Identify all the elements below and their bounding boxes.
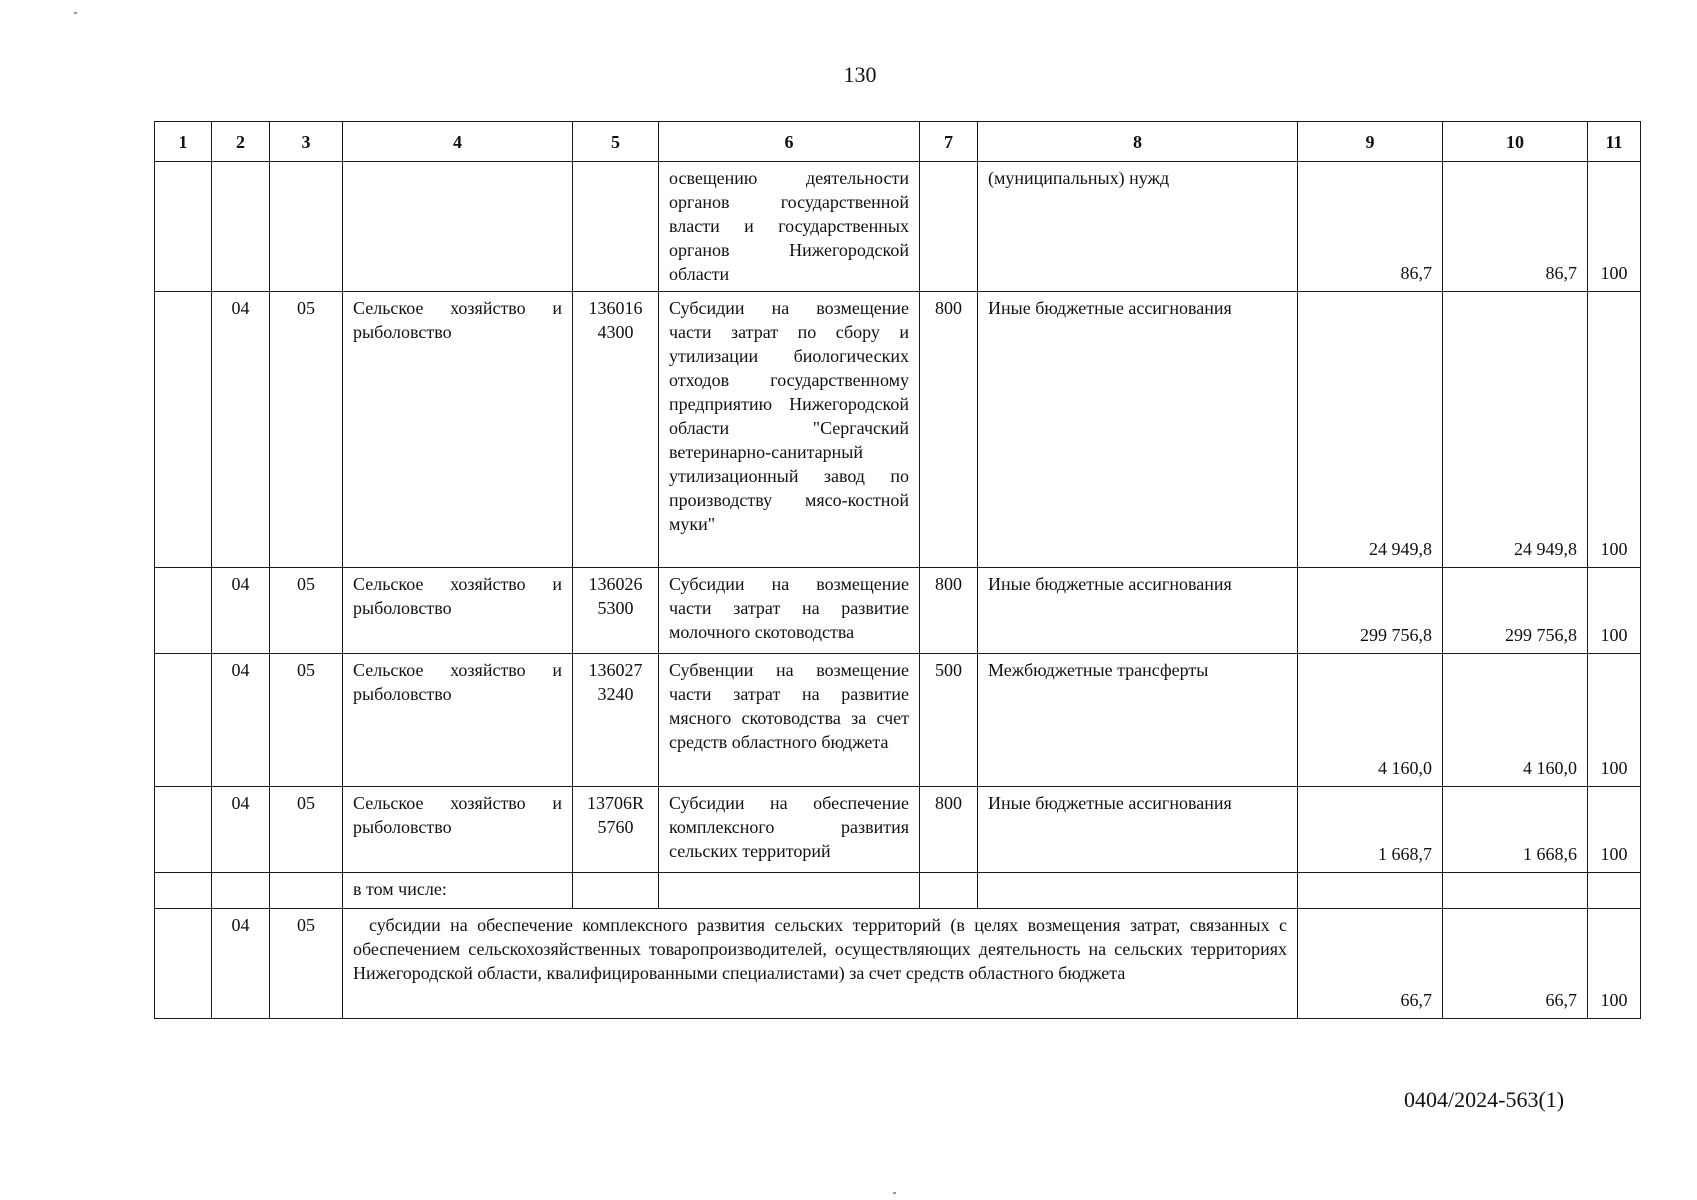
cell-percent — [1588, 873, 1641, 909]
cell-subsection — [270, 873, 343, 909]
cell-target-code — [573, 873, 659, 909]
cell-section-name — [343, 162, 573, 292]
cell-expense-name: Субсидии на возмещение части затрат на развитие молочного скотоводства — [659, 568, 920, 654]
cell-col1 — [155, 654, 212, 787]
column-header-4: 4 — [343, 122, 573, 162]
cell-expense-type-name: Иные бюджетные ассигнования — [978, 787, 1298, 873]
cell-expense-type — [920, 873, 978, 909]
column-header-11: 11 — [1588, 122, 1641, 162]
cell-percent: 100 — [1588, 568, 1641, 654]
cell-section — [212, 162, 270, 292]
cell-expense-type: 800 — [920, 292, 978, 568]
cell-col1 — [155, 162, 212, 292]
cell-target-code: 13706R 5760 — [573, 787, 659, 873]
cell-subsection: 05 — [270, 568, 343, 654]
column-header-8: 8 — [978, 122, 1298, 162]
column-header-7: 7 — [920, 122, 978, 162]
cell-col1 — [155, 787, 212, 873]
cell-actual-amount: 24 949,8 — [1443, 292, 1588, 568]
cell-actual-amount: 4 160,0 — [1443, 654, 1588, 787]
budget-table — [154, 121, 1641, 1019]
column-header-6: 6 — [659, 122, 920, 162]
cell-col1 — [155, 909, 212, 1019]
cell-section: 04 — [212, 909, 270, 1019]
cell-percent: 100 — [1588, 162, 1641, 292]
cell-expense-type-name — [978, 873, 1298, 909]
cell-target-code: 136016 4300 — [573, 292, 659, 568]
cell-col1 — [155, 292, 212, 568]
cell-expense-name: Субвенции на возмещение части затрат на развитие мясного скотоводства за счет средств областного бюджета — [659, 654, 920, 787]
header-row — [155, 122, 1641, 162]
cell-subsection: 05 — [270, 909, 343, 1019]
cell-expense-name: Субсидии на обеспечение комплексного развития сельских территорий — [659, 787, 920, 873]
cell-actual-amount — [1443, 873, 1588, 909]
scan-artifact — [893, 1192, 896, 1194]
cell-target-code — [573, 162, 659, 292]
cell-expense-name: освещению деятельности органов государственной власти и государственных органов Нижегородской области — [659, 162, 920, 292]
cell-target-code: 136026 5300 — [573, 568, 659, 654]
cell-expense-type: 800 — [920, 568, 978, 654]
cell-percent: 100 — [1588, 787, 1641, 873]
cell-col1 — [155, 873, 212, 909]
cell-subsection: 05 — [270, 787, 343, 873]
cell-planned-amount: 86,7 — [1298, 162, 1443, 292]
cell-planned-amount: 24 949,8 — [1298, 292, 1443, 568]
cell-expense-type-name: Межбюджетные трансферты — [978, 654, 1298, 787]
cell-planned-amount: 1 668,7 — [1298, 787, 1443, 873]
cell-expense-type-name: (муниципальных) нужд — [978, 162, 1298, 292]
cell-section-name: Сельское хозяйство и рыболовство — [343, 654, 573, 787]
cell-section-name: Сельское хозяйство и рыболовство — [343, 568, 573, 654]
column-header-2: 2 — [212, 122, 270, 162]
cell-subsection: 05 — [270, 292, 343, 568]
cell-expense-type: 500 — [920, 654, 978, 787]
cell-section-name: Сельское хозяйство и рыболовство — [343, 787, 573, 873]
cell-planned-amount: 4 160,0 — [1298, 654, 1443, 787]
cell-expense-name: Субсидии на возмещение части затрат по сбору и утилизации биологических отходов государственному предприятию Нижегородской области "Сергачский ветеринарно-санитарный утилизационный завод по производству мясо-костной муки" — [659, 292, 920, 568]
cell-percent: 100 — [1588, 909, 1641, 1019]
cell-percent: 100 — [1588, 292, 1641, 568]
scan-artifact — [74, 12, 77, 14]
table-row — [155, 787, 1641, 873]
table-row — [155, 292, 1641, 568]
cell-merged-description: субсидии на обеспечение комплексного развития сельских территорий (в целях возмещения затрат, связанных с обеспечением сельскохозяйственных товаропроизводителей, осуществляющих деятельность на сельских территориях Нижегородской области, квалифицированными специалистами) за счет средств областного бюджета — [343, 909, 1298, 1019]
cell-col1 — [155, 568, 212, 654]
cell-planned-amount: 66,7 — [1298, 909, 1443, 1019]
cell-actual-amount: 299 756,8 — [1443, 568, 1588, 654]
cell-percent: 100 — [1588, 654, 1641, 787]
cell-planned-amount: 299 756,8 — [1298, 568, 1443, 654]
table-row — [155, 654, 1641, 787]
column-header-3: 3 — [270, 122, 343, 162]
cell-subsection: 05 — [270, 654, 343, 787]
cell-expense-type-name: Иные бюджетные ассигнования — [978, 568, 1298, 654]
cell-section — [212, 873, 270, 909]
table-row — [155, 873, 1641, 909]
cell-subsection — [270, 162, 343, 292]
cell-section-name: Сельское хозяйство и рыболовство — [343, 292, 573, 568]
cell-planned-amount — [1298, 873, 1443, 909]
cell-actual-amount: 86,7 — [1443, 162, 1588, 292]
table-row — [155, 162, 1641, 292]
cell-actual-amount: 66,7 — [1443, 909, 1588, 1019]
cell-expense-name — [659, 873, 920, 909]
column-header-9: 9 — [1298, 122, 1443, 162]
cell-expense-type — [920, 162, 978, 292]
cell-expense-type: 800 — [920, 787, 978, 873]
cell-actual-amount: 1 668,6 — [1443, 787, 1588, 873]
table-row — [155, 909, 1641, 1019]
column-header-5: 5 — [573, 122, 659, 162]
cell-expense-type-name: Иные бюджетные ассигнования — [978, 292, 1298, 568]
cell-target-code: 136027 3240 — [573, 654, 659, 787]
table-row — [155, 568, 1641, 654]
cell-section: 04 — [212, 568, 270, 654]
cell-section: 04 — [212, 292, 270, 568]
cell-including-label: в том числе: — [343, 873, 573, 909]
column-header-10: 10 — [1443, 122, 1588, 162]
column-header-1: 1 — [155, 122, 212, 162]
cell-section: 04 — [212, 787, 270, 873]
document-id: 0404/2024-563(1) — [1404, 1087, 1565, 1112]
page-number: 130 — [843, 62, 877, 87]
cell-section: 04 — [212, 654, 270, 787]
